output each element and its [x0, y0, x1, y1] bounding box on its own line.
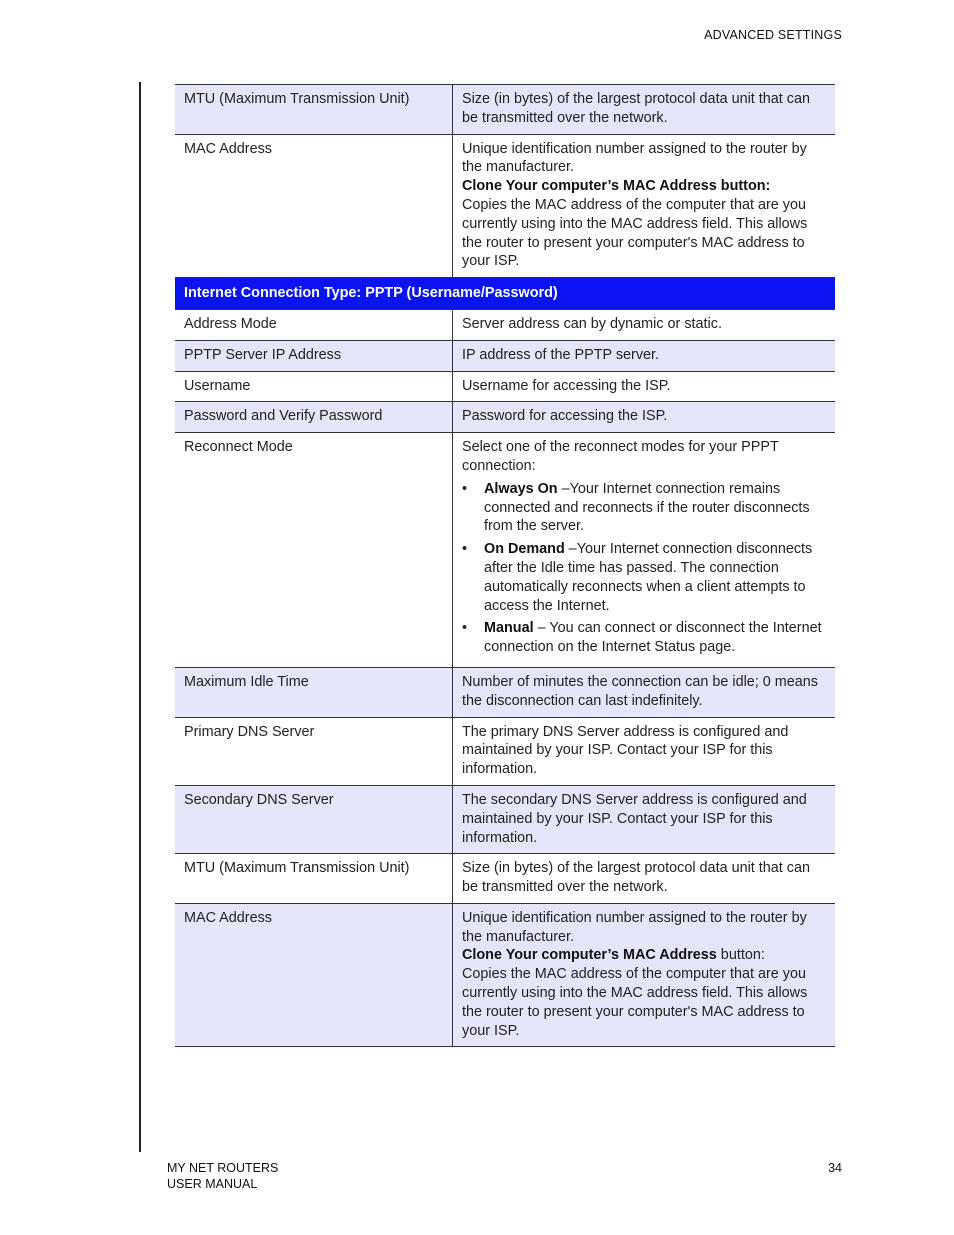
row-description: Username for accessing the ISP.: [453, 371, 836, 402]
row-label: Password and Verify Password: [175, 402, 453, 433]
section-header-row: [175, 278, 835, 310]
row-label: Maximum Idle Time: [175, 667, 453, 717]
row-label: Reconnect Mode: [175, 433, 453, 668]
table-row: [175, 717, 835, 785]
list-item: [462, 480, 826, 536]
footer-line-1: MY NET ROUTERS: [167, 1161, 279, 1175]
row-description: Password for accessing the ISP.: [453, 402, 836, 433]
table-row: [175, 433, 835, 668]
clone-mac-label: Clone Your computer’s MAC Address: [462, 947, 717, 964]
left-margin-rule: [139, 82, 141, 1152]
footer-line-2: USER MANUAL: [167, 1176, 258, 1191]
row-description: IP address of the PPTP server.: [453, 340, 836, 371]
mode-text: –Your Internet connection disconnects after the Idle time has passed. The connection automatically reconnects when a client attempts to access the Internet.: [484, 541, 813, 614]
settings-table: [175, 84, 835, 1047]
row-label: MTU (Maximum Transmission Unit): [175, 854, 453, 904]
row-label: Address Mode: [175, 309, 453, 340]
row-label: MAC Address: [175, 134, 453, 278]
clone-mac-suffix: button:: [716, 947, 765, 964]
table-row: [175, 309, 835, 340]
table-row: [175, 854, 835, 904]
reconnect-mode-list: [462, 480, 826, 657]
table-row: [175, 340, 835, 371]
row-description: [453, 433, 836, 668]
bullet-icon: •: [462, 620, 468, 637]
row-description: The secondary DNS Server address is configured and maintained by your ISP. Contact your ISP for this information.: [453, 785, 836, 853]
section-title: Internet Connection Type: PPTP (Username/Password): [175, 278, 835, 310]
row-label: Username: [175, 371, 453, 402]
footer-product: [167, 1161, 278, 1192]
bullet-icon: •: [462, 541, 468, 558]
clone-mac-description: Copies the MAC address of the computer that are you currently using into the MAC address field. This allows the router to present your computer's MAC address to your ISP.: [462, 196, 808, 270]
mode-term: Manual: [484, 620, 534, 637]
clone-mac-label: Clone Your computer’s MAC Address button:: [462, 178, 771, 195]
row-description: [453, 134, 836, 278]
table-row: [175, 402, 835, 433]
row-description: Size (in bytes) of the largest protocol data unit that can be transmitted over the network.: [453, 854, 836, 904]
table-row: [175, 371, 835, 402]
mode-text: – You can connect or disconnect the Internet connection on the Internet Status page.: [484, 620, 822, 656]
mode-text: –Your Internet connection remains connected and reconnects if the router disconnects from the server.: [484, 480, 810, 535]
row-description: The primary DNS Server address is configured and maintained by your ISP. Contact your ISP for this information.: [453, 717, 836, 785]
row-description: Server address can by dynamic or static.: [453, 309, 836, 340]
table-row: [175, 667, 835, 717]
row-label: MTU (Maximum Transmission Unit): [175, 85, 453, 135]
reconnect-intro: Select one of the reconnect modes for your PPPT connection:: [462, 439, 779, 474]
mode-term: On Demand: [484, 541, 565, 558]
table-row: [175, 903, 835, 1047]
row-label: Primary DNS Server: [175, 717, 453, 785]
list-item: [462, 540, 826, 615]
mode-term: Always On: [484, 480, 558, 497]
table-row: [175, 134, 835, 278]
page-number: 34: [828, 1161, 842, 1175]
table-row: [175, 785, 835, 853]
list-item: [462, 619, 826, 657]
mac-description: Unique identification number assigned to the router by the manufacturer.: [462, 909, 807, 945]
table-row: [175, 85, 835, 135]
row-description: [453, 903, 836, 1047]
row-label: MAC Address: [175, 903, 453, 1047]
row-description: Size (in bytes) of the largest protocol data unit that can be transmitted over the network.: [453, 85, 836, 135]
mac-description: Unique identification number assigned to the router by the manufacturer.: [462, 140, 807, 176]
row-label: PPTP Server IP Address: [175, 340, 453, 371]
running-header: ADVANCED SETTINGS: [704, 28, 842, 42]
bullet-icon: •: [462, 480, 468, 497]
row-label: Secondary DNS Server: [175, 785, 453, 853]
row-description: Number of minutes the connection can be idle; 0 means the disconnection can last indefinitely.: [453, 667, 836, 717]
clone-mac-description: Copies the MAC address of the computer that are you currently using into the MAC address field. This allows the router to present your computer's MAC address to your ISP.: [462, 966, 808, 1039]
